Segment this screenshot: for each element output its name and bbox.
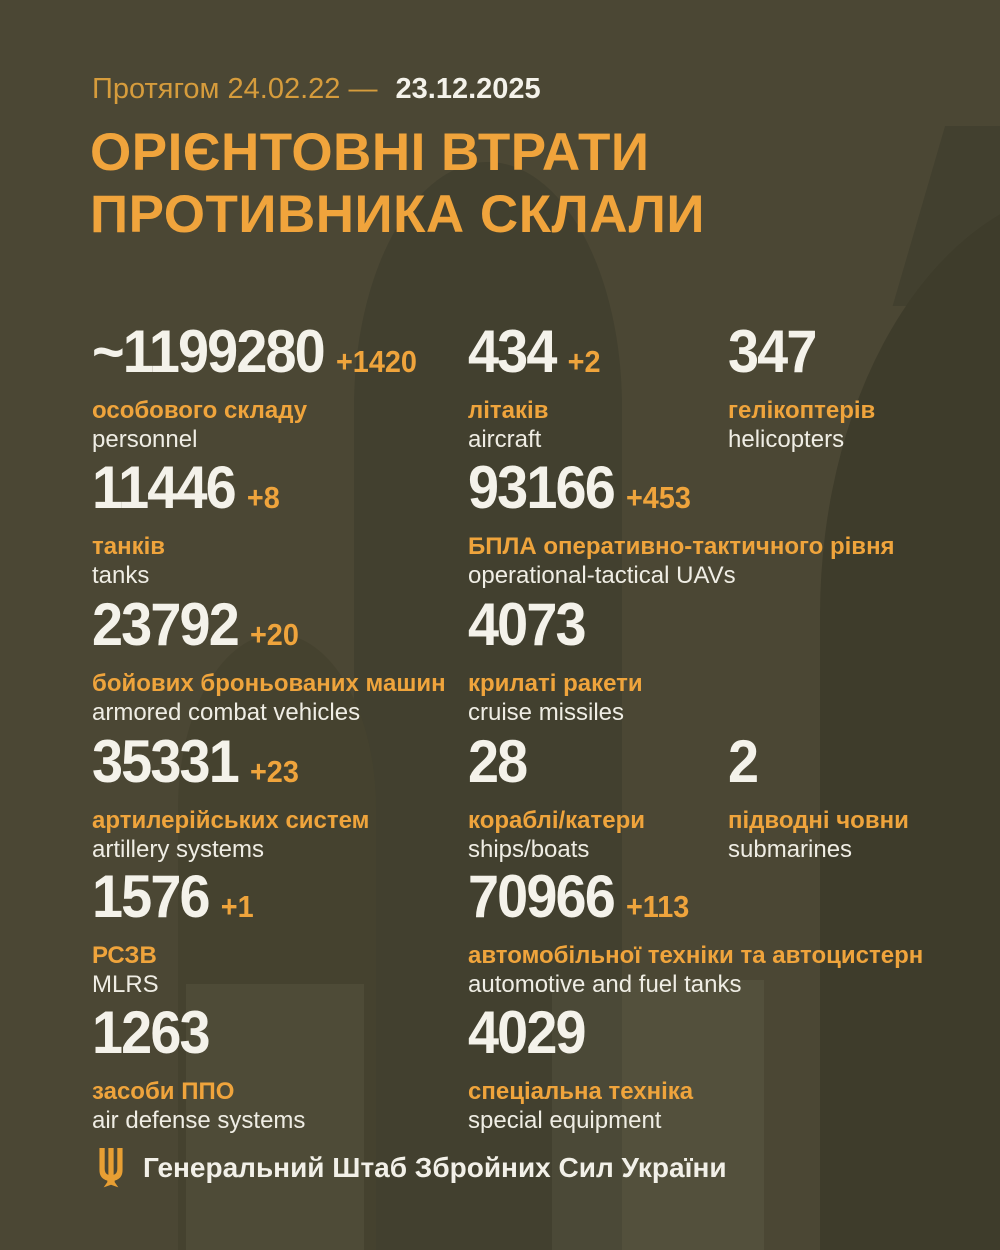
stat-label-ua: підводні човни <box>728 807 909 834</box>
stat-label-en: ships/boats <box>468 836 590 863</box>
stat-tanks <box>92 454 294 589</box>
stat-label-en: cruise missiles <box>468 699 625 726</box>
stat-label-en: artillery systems <box>92 836 265 863</box>
stat-special-equipment <box>468 999 694 1134</box>
stat-value: 1576 <box>92 863 209 930</box>
stat-label-ua: артилерійських систем <box>92 807 370 834</box>
stat-armored-vehicles <box>92 591 446 726</box>
stat-value: 347 <box>728 318 816 385</box>
stat-mlrs <box>92 863 266 998</box>
stat-value: ~1199280 <box>92 318 324 385</box>
stat-value: 23792 <box>92 591 238 658</box>
stat-label-en: aircraft <box>468 426 542 453</box>
source-attribution: Генеральний Штаб Збройних Сил України <box>143 1152 727 1183</box>
stat-label-en: automotive and fuel tanks <box>468 971 742 998</box>
stat-delta: +1 <box>220 889 254 924</box>
stat-label-ua: особового складу <box>92 397 308 424</box>
stat-value: 35331 <box>92 728 238 795</box>
stat-label-en: submarines <box>728 836 853 863</box>
stat-delta: +2 <box>567 344 601 379</box>
stat-label-ua: спеціальна техніка <box>468 1078 694 1105</box>
title-line-1: ОРІЄНТОВНІ ВТРАТИ <box>90 123 650 182</box>
stat-label-en: special equipment <box>468 1107 662 1134</box>
stat-label-ua: крилаті ракети <box>468 670 643 697</box>
stat-label-ua: БПЛА оперативно-тактичного рівня <box>468 533 895 560</box>
period-line <box>92 72 541 106</box>
stat-cruise-missiles <box>468 591 643 726</box>
stat-label-ua: РСЗВ <box>92 942 157 969</box>
stat-value: 11446 <box>92 454 235 521</box>
stat-value: 4029 <box>468 999 585 1066</box>
stat-label-ua: літаків <box>468 397 549 424</box>
tryzub-trident-icon <box>96 1147 126 1189</box>
stat-label-ua: кораблі/катери <box>468 807 646 834</box>
period-prefix: Протягом 24.02.22 — <box>92 73 378 105</box>
stat-value: 93166 <box>468 454 614 521</box>
stat-submarines <box>728 728 909 863</box>
stat-label-en: personnel <box>92 426 198 453</box>
stat-value: 28 <box>468 728 527 795</box>
stat-label-en: MLRS <box>92 971 159 998</box>
stat-delta: +20 <box>249 617 299 652</box>
stat-label-ua: автомобільної техніки та автоцистерн <box>468 942 924 969</box>
stat-label-ua: гелікоптерів <box>728 397 876 424</box>
stat-delta: +1420 <box>335 344 417 379</box>
stat-uavs <box>468 454 895 589</box>
stat-label-en: helicopters <box>728 426 845 453</box>
stat-personnel <box>92 318 441 453</box>
stat-label-en: tanks <box>92 562 150 589</box>
stat-label-ua: танків <box>92 533 166 560</box>
stat-delta: +453 <box>625 480 691 515</box>
stat-delta: +8 <box>246 480 280 515</box>
stat-automotive <box>468 863 924 998</box>
stat-delta: +23 <box>249 754 299 789</box>
stat-label-en: armored combat vehicles <box>92 699 361 726</box>
stat-helicopters <box>728 318 876 453</box>
stat-label-ua: бойових броньованих машин <box>92 670 446 697</box>
stat-label-ua: засоби ППО <box>92 1078 235 1105</box>
stat-label-en: operational-tactical UAVs <box>468 562 736 589</box>
stat-aircraft <box>468 318 610 453</box>
stat-artillery <box>92 728 370 863</box>
title-line-2: ПРОТИВНИКА СКЛАЛИ <box>90 185 705 244</box>
footer <box>96 1146 727 1190</box>
stat-value: 434 <box>468 318 556 385</box>
stat-ships <box>468 728 646 863</box>
page-title <box>90 122 705 246</box>
stat-value: 4073 <box>468 591 585 658</box>
stat-value: 1263 <box>92 999 209 1066</box>
stat-delta: +113 <box>625 889 690 924</box>
stat-value: 2 <box>728 728 758 795</box>
stat-label-en: air defense systems <box>92 1107 306 1134</box>
period-date: 23.12.2025 <box>395 73 541 105</box>
stat-value: 70966 <box>468 863 614 930</box>
stat-air-defense <box>92 999 306 1134</box>
